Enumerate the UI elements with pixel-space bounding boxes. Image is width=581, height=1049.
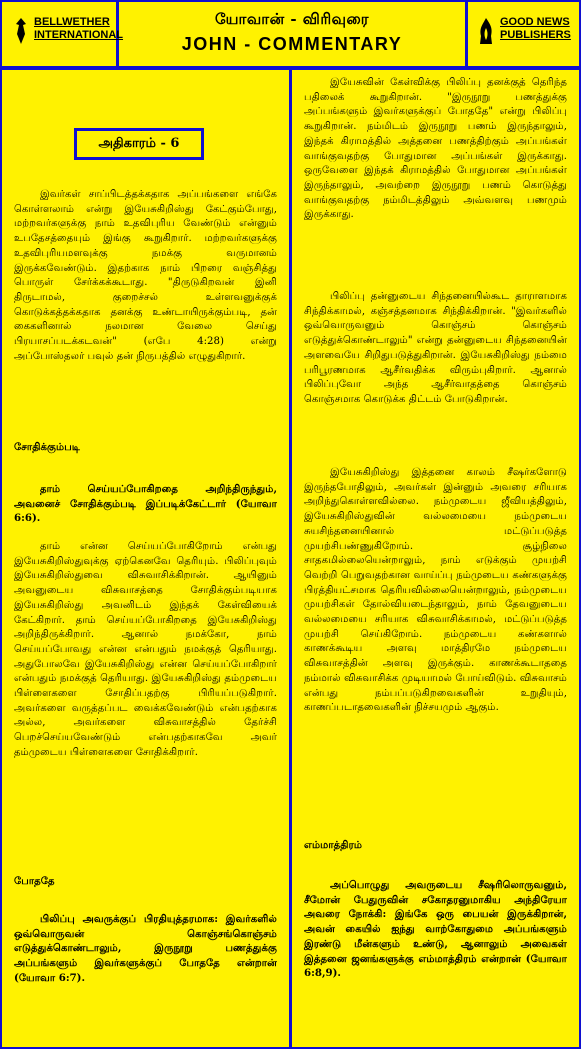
left-column <box>2 70 289 1047</box>
bible-quote-1: தாம் செய்யப்போகிறதை அறிந்திருந்தும், அவனைச் சோதிக்கும்படி இப்படிக்கேட்டார் (யோவா 6:6). <box>14 483 277 525</box>
section-heading-emmathiram: எம்மாத்திரம் <box>304 839 363 851</box>
bellwether-logo <box>12 16 123 41</box>
flame-icon <box>476 16 496 46</box>
section-heading-sothikkumpadi: சோதிக்கும்படி <box>14 441 80 453</box>
bible-quote-3: அப்பொழுது அவருடைய சீஷரிலொருவனும், சீமோன் பேதுருவின் சகோதரனுமாகிய அந்திரேயா அவரை நோக்கி: இங்கே ஒரு பையன் இருக்கிறான், அவன் கையில் ஐந்து வாற்கோதுமை அப்பங்களும் இரண்டு மீன்களும் உண்டு, ஆனாலும் அவைகள் இத்தனை ஜனங்களுக்கு எம்மாத்திரம் என்றான் (யோவா 6:8,9). <box>304 879 567 980</box>
section-heading-pothathe: போததே <box>14 875 55 887</box>
right-paragraph-1-wrap <box>304 76 567 223</box>
right-paragraph-3: இயேசுகிறிஸ்து இத்தனை காலம் சீஷர்களோடு இருந்தபோதிலும், அவர்கள் இன்னும் அவரை சரியாக அறிந்துகொள்ளவில்லை. நம்முடைய ஜீவியத்திலும், இயேசுகிறிஸ்துவின் வல்லமையை நம்முடைய சுயசிந்தனையினால் மட்டுப்படுத்த முயற்சிபண்ணுகிறோம். சூழ்நிலை சாதகமில்லையென்றாலும், நாம் எடுக்கும் முயற்சி வெற்றி பெறுவதற்கான வாய்ப்பு நம்முடைய கண்களுக்கு பிரத்தியட்சமாக தெரியவில்லையென்றாலும், நம்முடைய முயற்சிகள் தோல்வியடைந்தாலும், நாம் தேவனுடைய வல்லமையை சரியாக விசுவாசிக்காமல், மட்டுப்படுத்த முயற்சி செய்கிறோம். நம்முடைய கண்களால் காணக்கூடிய அளவு மாத்திரமே நம்முடைய விசுவாசத்தின் அளவு இருக்கும். காணக்கூடாததை நம்மால் விசுவாசிக்க முடியாமல் போய்விடும். விசுவாசம் என்பது நம்பப்படுகிறவைகளின் உறுதியும், காணப்படாதவைகளின் நிச்சயமும் ஆகும். <box>304 467 567 714</box>
right-column <box>292 70 579 1047</box>
good-news-logo <box>476 16 571 41</box>
chapter-heading: அதிகாரம் - 6 <box>74 128 204 160</box>
right-paragraph-2: பிலிப்பு தன்னுடைய சிந்தனையில்கூட தாராளமாக சிந்திக்காமல், கஞ்சத்தனமாக சிந்திக்கிறான். "இவர்களில் ஒவ்வொருவனும் கொஞ்சம் கொஞ்சம் எடுத்துக்கொண்டாலும்" என்று தன்னுடைய சிந்தனையின் அளவையே சிறிதுபடுத்துகிறான். இயேசுகிறிஸ்து நம்மை பரிபூரணமாக ஆசீர்வதிக்க விரும்புகிறார். ஆனால் பிலிப்புவோ அந்த ஆசீர்வாதத்தை கொஞ்சம் கொஞ்சமாக கொடுக்க திட்டம் போடுகிறான். <box>304 291 567 405</box>
logo-left-line1: BELLWETHER <box>34 16 110 28</box>
logo-left-line2: INTERNATIONAL <box>34 28 124 41</box>
publisher-logo-left <box>2 2 124 66</box>
right-paragraph-2-wrap <box>304 290 567 408</box>
logo-right-line1: GOOD NEWS <box>500 16 570 28</box>
bible-quote-1-wrap <box>14 482 277 526</box>
bible-quote-3-wrap <box>304 878 567 981</box>
right-paragraph-3-wrap <box>304 466 567 716</box>
left-paragraph-1-wrap <box>14 188 277 364</box>
page-title-tamil: யோவான் - விரிவுரை <box>215 10 369 28</box>
publisher-logo-right <box>468 2 579 66</box>
page-header <box>2 2 579 66</box>
right-paragraph-1: இயேசுவின் கேள்விக்கு பிலிப்பு தனக்குத் தெரிந்த பதிலைக் கூறுகிறான். "இருநூறு பணத்துக்கு அப்பங்களும் இவர்களுக்குப் போததே" என்று பிலிப்பு கூறுகிறான். நம்மிடம் இருநூறு பணம் இருந்தாலும், இந்தக் கிராமத்தில் அத்தனை பணத்திற்கும் அப்பங்கள் வாங்குவதற்கு போதுமான அப்பங்கள் இருக்காது. ஒருவேளை இந்தக் கிராமத்தில் போதுமான அப்பங்கள் இருந்தாலும், அவற்றை இருநூறு பணம் கொடுத்து வாங்குவதற்கு நம்மிடத்திலும் அவ்வளவு பணமும் இருக்காது. <box>304 77 567 221</box>
left-paragraph-1: இவர்கள் சாப்பிடத்தக்கதாக அப்பங்களை எங்கே கொள்ளலாம் என்று இயேசுகிறிஸ்து கேட்கும்போது, மற்றவர்களுக்கு நாம் உதவிபுரிய வேண்டும் என்னும் உபதேசத்தையும் இங்கு கூறுகிறார். மற்றவர்களுக்கு உதவிபுரியமளவுக்கு நமக்கு வருமானம் இருக்கவேண்டும். இதற்காக நாம் பிறரை வஞ்சித்து பொருள் சேர்க்கக்கூடாது. "திருடுகிறவன் இனி திருடாமல், குறைச்சல் உள்ளவனுக்குக் கொடுக்கத்தக்கதாக தனக்கு உண்டாயிருக்கும்படி, தன் கைகளினால் நலமான வேலை செய்து பிரயாசப்படக்கடவன்" (எபே 4:28) என்று அப்போஸ்தலர் பவுல் தன் நிருபத்தில் எழுதுகிறார். <box>14 189 277 362</box>
left-paragraph-2-wrap <box>14 540 277 761</box>
left-paragraph-2: தாம் என்ன செய்யப்போகிறோம் என்பது இயேசுகிறிஸ்துவுக்கு ஏற்கெனவே தெரியும். பிலிப்புவும் இயேசுகிறிஸ்துவை விசுவாசிக்கிறான். ஆயினும் அவனுடைய விசுவாசத்தை சோதிக்கும்படியாக இயேசுகிறிஸ்து அவனிடம் இந்தக் கேள்வியைக் கேட்கிறார். தாம் செய்யப்போகிறதை இயேசுகிறிஸ்து அறிந்திருக்கிறார். ஆனால் நமக்கோ, நாம் செய்யப்போவது என்ன என்பதும் நமக்குத் தெரியாது. அதுபோலவே இயேசுகிறிஸ்து என்ன செய்யப்போகிறார் என்பதும் நமக்குத் தெரியாது. இயேசுகிறிஸ்து தம்முடைய பிள்ளைகளை சோதிப்பதற்கு பிரியப்படுகிறார். அவர்களை வருத்தப்பட வைக்கவேண்டும் என்பதற்காக அல்ல, அவர்களை விசுவாசத்தில் தேர்ச்சி பெறச்செய்யவேண்டும் என்பதற்காகவே அவர் தம்முடைய பிள்ளைகளை சோதிக்கிறார். <box>14 541 277 758</box>
page-title-english: JOHN - COMMENTARY <box>181 34 403 54</box>
bible-quote-2: பிலிப்பு அவருக்குப் பிரதியுத்தரமாக: இவர்களில் ஒவ்வொருவன் கொஞ்சங்கொஞ்சம் எடுத்துக்கொண்டாலும், இருநூறு பணத்துக்கு அப்பங்களும் இவர்களுக்குப் போததே என்றான் (யோவா 6:7). <box>14 913 277 984</box>
page-title-block <box>119 2 468 66</box>
logo-right-line2: PUBLISHERS <box>500 28 571 41</box>
bible-quote-2-wrap <box>14 912 277 986</box>
ram-icon <box>12 16 30 46</box>
